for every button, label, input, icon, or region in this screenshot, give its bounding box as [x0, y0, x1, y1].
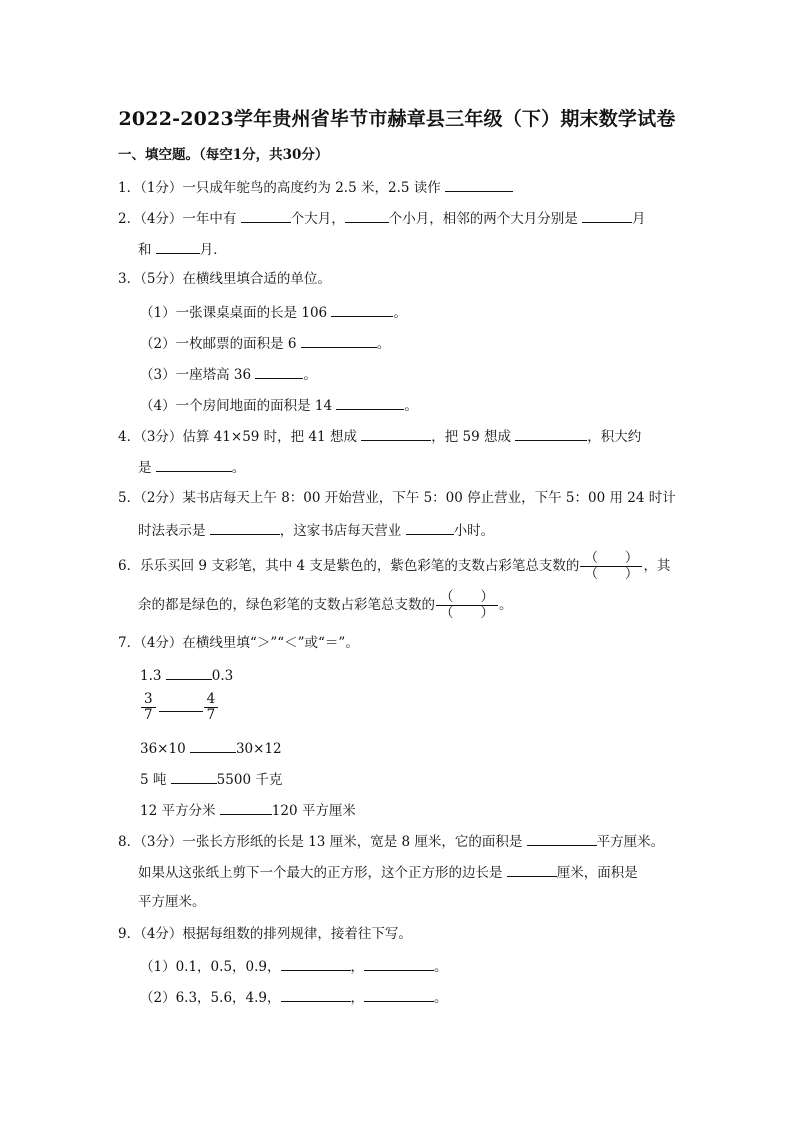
q8-text-d: 厘米，面积是 — [556, 865, 638, 881]
answer-blank[interactable] — [210, 520, 280, 535]
fraction-right — [204, 692, 219, 723]
q7-left: 1.3 — [140, 668, 166, 684]
answer-blank[interactable] — [159, 710, 203, 712]
period: 。 — [404, 398, 418, 414]
q2-text-a: 2．（4分）一年中有 — [118, 211, 241, 227]
answer-blank[interactable] — [364, 956, 434, 971]
answer-blank[interactable] — [527, 831, 597, 846]
q7-row-1 — [140, 665, 233, 685]
comma: ， — [350, 990, 364, 1006]
q7-right: 0.3 — [211, 668, 234, 684]
q7-row-5 — [140, 800, 356, 820]
period: 。 — [303, 367, 317, 383]
question-3: 3．（5分）在横线里填合适的单位。 — [118, 271, 331, 287]
q3-sub-3-text: （3）一座塔高 36 — [140, 367, 256, 383]
answer-blank[interactable] — [361, 426, 431, 441]
q4-text-a: 4．（3分）估算 41×59 时，把 41 想成 — [118, 429, 362, 445]
question-2-line2 — [138, 239, 227, 259]
question-1 — [118, 177, 513, 197]
question-5: 5．（2分）某书店每天上午 8：00 开始营业，下午 5：00 停止营业，下午 5：00 用 24 时计 — [118, 490, 676, 506]
answer-blank[interactable] — [255, 364, 303, 379]
q7-row-3 — [140, 738, 282, 758]
period: 。 — [434, 990, 448, 1006]
fraction-left — [141, 692, 156, 723]
question-2 — [118, 208, 646, 228]
answer-blank[interactable] — [364, 987, 434, 1002]
fraction-blank[interactable] — [436, 590, 498, 621]
q5-text-c: ，这家书店每天营业 — [279, 523, 406, 539]
question-5-line2 — [138, 520, 494, 540]
answer-blank[interactable] — [166, 665, 212, 680]
answer-blank[interactable] — [445, 177, 513, 192]
question-8-line2 — [138, 862, 638, 882]
fraction-numerator: （ ） — [580, 551, 642, 567]
q7-left: 36×10 — [140, 741, 190, 757]
answer-blank[interactable] — [301, 333, 377, 348]
q3-sub-3 — [140, 364, 317, 384]
fraction-numerator: 3 — [141, 692, 156, 708]
q8-text-c: 如果从这张纸上剪下一个最大的正方形，这个正方形的边长是 — [138, 865, 507, 881]
answer-blank[interactable] — [582, 208, 632, 223]
q6-text-b: ，其 — [643, 558, 671, 574]
answer-blank[interactable] — [507, 862, 557, 877]
question-6-line2 — [138, 590, 513, 621]
answer-blank[interactable] — [281, 956, 351, 971]
q3-sub-1-text: （1）一张课桌桌面的长是 106 — [140, 305, 332, 321]
fraction-denominator: 7 — [144, 707, 153, 723]
q2-text-b: 个大月， — [290, 211, 345, 227]
question-7: 7．（4分）在横线里填“＞”“＜”或“＝”。 — [118, 635, 359, 651]
q7-right: 30×12 — [235, 741, 282, 757]
q8-text-a: 8．（3分）一张长方形纸的长是 13 厘米，宽是 8 厘米，它的面积是 — [118, 834, 527, 850]
question-8 — [118, 831, 664, 851]
answer-blank[interactable] — [156, 239, 200, 254]
answer-blank[interactable] — [336, 395, 404, 410]
period: 。 — [434, 959, 448, 975]
q4-text-b: ，把 59 想成 — [431, 429, 516, 445]
q6-text-a: 6．乐乐买回 9 支彩笔，其中 4 支是紫色的，紫色彩笔的支数占彩笔总支数的 — [118, 558, 580, 574]
q2-text-d: 月 — [632, 211, 646, 227]
q6-text-d: 。 — [499, 597, 513, 613]
q3-sub-2 — [140, 333, 390, 353]
q2-text-e: 和 — [138, 242, 156, 258]
q2-text-c: 个小月，相邻的两个大月分别是 — [388, 211, 583, 227]
q4-text-d: 是 — [138, 460, 156, 476]
q3-sub-4 — [140, 395, 418, 415]
q8-text-b: 平方厘米。 — [596, 834, 665, 850]
fraction-denominator: （ ） — [440, 605, 494, 621]
q5-text-b: 时法表示是 — [138, 523, 210, 539]
q9-sub-1 — [140, 956, 448, 976]
fraction-denominator: 7 — [206, 707, 216, 723]
answer-blank[interactable] — [156, 457, 232, 472]
q9-sub-1-text: （1）0.1，0.5，0.9， — [140, 959, 281, 975]
answer-blank[interactable] — [331, 302, 393, 317]
q4-text-c: ，积大约 — [587, 429, 642, 445]
question-9: 9．（4分）根据每组数的排列规律，接着往下写。 — [118, 926, 412, 942]
q1-text: 1．（1分）一只成年鸵鸟的高度约为 2.5 米，2.5 读作 — [118, 180, 446, 196]
q7-row-2 — [140, 692, 219, 723]
answer-blank[interactable] — [406, 520, 454, 535]
answer-blank[interactable] — [515, 426, 587, 441]
question-8-line3: 平方厘米。 — [138, 894, 206, 910]
q7-right: 120 平方厘米 — [271, 803, 356, 819]
period: 。 — [393, 305, 407, 321]
question-6 — [118, 551, 670, 582]
fraction-denominator: （ ） — [584, 566, 639, 582]
q7-right: 5500 千克 — [216, 772, 283, 788]
answer-blank[interactable] — [345, 208, 389, 223]
answer-blank[interactable] — [241, 208, 291, 223]
fraction-blank[interactable] — [580, 551, 642, 582]
comma: ， — [350, 959, 364, 975]
answer-blank[interactable] — [171, 769, 217, 784]
question-4-line2 — [138, 457, 245, 477]
q4-text-e: 。 — [231, 460, 246, 476]
answer-blank[interactable] — [190, 738, 236, 753]
question-4 — [118, 426, 641, 446]
q7-row-4 — [140, 769, 282, 789]
period: 。 — [376, 336, 391, 352]
page-title: 2022-2023学年贵州省毕节市赫章县三年级（下）期末数学试卷 — [118, 108, 676, 130]
q9-sub-2-text: （2）6.3，5.6，4.9， — [140, 990, 281, 1006]
section-heading: 一、填空题。（每空1分，共30分） — [118, 147, 329, 163]
q3-sub-2-text: （2）一枚邮票的面积是 6 — [140, 336, 301, 352]
fraction-numerator: （ ） — [436, 590, 498, 606]
q5-text-d: 小时。 — [453, 523, 495, 539]
q3-sub-4-text: （4）一个房间地面的面积是 14 — [140, 398, 337, 414]
fraction-numerator: 4 — [204, 692, 219, 708]
q6-text-c: 余的都是绿色的，绿色彩笔的支数占彩笔总支数的 — [138, 597, 435, 613]
q7-left: 5 吨 — [140, 772, 171, 788]
q9-sub-2 — [140, 987, 448, 1007]
q2-text-f: 月． — [199, 242, 227, 258]
answer-blank[interactable] — [281, 987, 351, 1002]
q7-left: 12 平方分米 — [140, 803, 220, 819]
q3-sub-1 — [140, 302, 407, 322]
answer-blank[interactable] — [220, 800, 272, 815]
